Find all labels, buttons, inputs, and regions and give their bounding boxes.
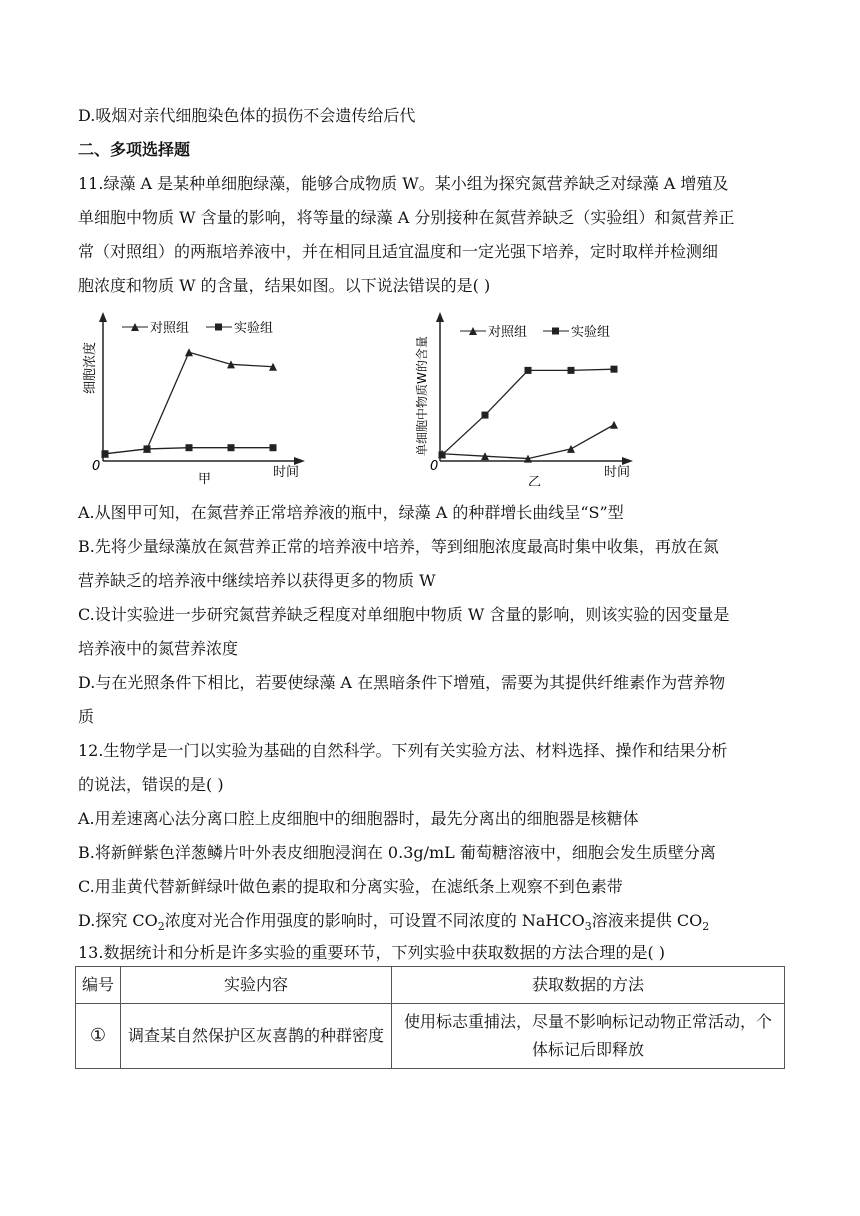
data-point [439,451,446,458]
question-text: 11.绿藻 A 是某种单细胞绿藻，能够合成物质 W。某小组为探究氮营养缺乏对绿藻 A 增殖及 [78,174,729,193]
section-heading: 二、多项选择题 [78,140,191,159]
chart-caption: 乙 [528,475,542,486]
square-marker-icon [215,324,222,331]
plot-area [438,366,618,463]
text-segment: D.探究 CO [78,911,158,930]
series-line-0 [442,425,614,459]
text-line: D.吸烟对亲代细胞染色体的损伤不会遗传给后代 [78,106,416,125]
question-text: 13.数据统计和分析是许多实验的重要环节，下列实验中获取数据的方法合理的是( ) [78,943,666,962]
question-text: 单细胞中物质 W 含量的影响，将等量的绿藻 A 分别接种在氮营养缺乏（实验组）和氮营养正 [78,208,735,227]
option-a: A.用差速离心法分离口腔上皮细胞中的细胞器时，最先分离出的细胞器是核糖体 [78,809,639,828]
table-header-cell: 编号 [76,967,121,1004]
option-d [78,909,709,933]
table-cell: ① [76,1004,121,1069]
option-b-cont: 营养缺乏的培养液中继续培养以获得更多的物质 W [78,571,436,590]
question-text: 12.生物学是一门以实验为基础的自然科学。下列有关实验方法、材料选择、操作和结果分析 [78,741,728,760]
table-row [76,1004,785,1069]
option-a: A.从图甲可知，在氮营养正常培养液的瓶中，绿藻 A 的种群增长曲线呈“S”型 [78,503,624,522]
subscript: 2 [702,920,710,934]
legend-label-control: 对照组 [150,321,190,336]
data-point [186,444,193,451]
x-axis-label: 时间 [273,465,300,480]
y-axis-label: 单细胞中物质W的含量 [415,336,429,456]
table-header-row [76,967,785,1004]
data-point [482,412,489,419]
option-b: B.将新鲜紫色洋葱鳞片叶外表皮细胞浸润在 0.3g/mL 葡萄糖溶液中，细胞会发生质壁分离 [78,843,716,862]
chart-yi [408,306,638,486]
data-point [144,445,151,452]
option-d-cont: 质 [78,707,95,726]
legend [460,324,610,340]
option-c: C.用韭黄代替新鲜绿叶做色素的提取和分离实验，在滤纸条上观察不到色素带 [78,877,623,896]
chart-jia [78,306,408,486]
question-text: 胞浓度和物质 W 的含量，结果如图。以下说法错误的是( ) [78,276,491,295]
question-text: 常（对照组）的两瓶培养液中，并在相同且适宜温度和一定光强下培养，定时取样并检测细 [78,242,719,261]
y-axis-label: 细胞浓度 [83,341,98,394]
data-point [610,421,618,429]
origin-label: 0 [430,459,439,474]
option-b: B.先将少量绿藻放在氮营养正常的培养液中培养，等到细胞浓度最高时集中收集，再放在氮 [78,537,719,556]
data-point [525,367,532,374]
square-marker-icon [552,328,559,335]
data-point [270,444,277,451]
table-cell: 调查某自然保护区灰喜鹊的种群密度 [121,1004,392,1069]
series-line-1 [442,369,614,455]
legend-label-control: 对照组 [488,325,528,340]
series-line-0 [105,352,273,454]
subscript: 3 [584,920,592,934]
data-point [102,450,109,457]
chart-caption: 甲 [198,472,212,486]
axes [99,312,305,465]
data-table [75,966,785,1069]
data-point [228,444,235,451]
legend [122,320,273,336]
data-point [568,367,575,374]
data-point [611,366,618,373]
table-header-cell: 获取数据的方法 [392,967,785,1004]
legend-label-exp: 实验组 [571,325,611,340]
origin-label: 0 [92,459,101,474]
x-axis-label: 时间 [604,465,631,480]
option-d: D.与在光照条件下相比，若要使绿藻 A 在黑暗条件下增殖，需要为其提供纤维素作为营养物 [78,673,726,692]
option-c: C.设计实验进一步研究氮营养缺乏程度对单细胞中物质 W 含量的影响，则该实验的因变量是 [78,605,730,624]
option-c-cont: 培养液中的氮营养浓度 [78,639,239,658]
text-segment: 浓度对光合作用强度的影响时，可设置不同浓度的 NaHCO [164,911,585,930]
text-segment: 溶液来提供 CO [591,911,703,930]
legend-label-exp: 实验组 [234,321,274,336]
table-cell: 使用标志重捕法，尽量不影响标记动物正常活动，个体标记后即释放 [392,1004,785,1069]
question-text: 的说法，错误的是( ) [78,775,224,794]
table-header-cell: 实验内容 [121,967,392,1004]
plot-area [101,348,277,458]
subscript: 2 [157,920,165,934]
data-point [185,348,193,356]
